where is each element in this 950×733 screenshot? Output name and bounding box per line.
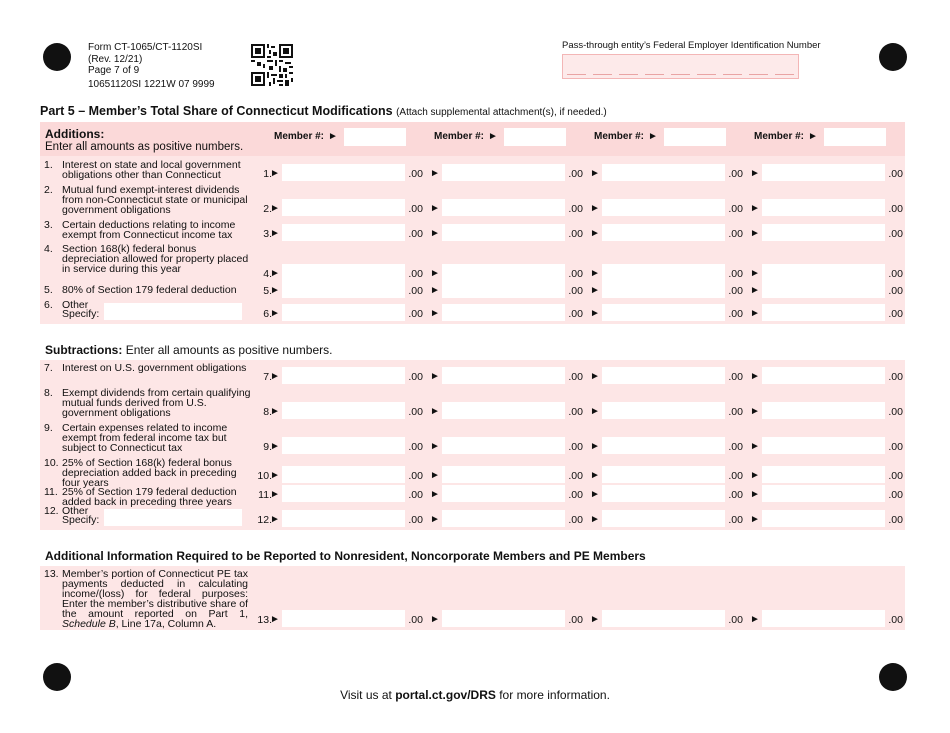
line-reference: 12. xyxy=(257,514,272,526)
line-description: 80% of Section 179 federal deduction xyxy=(62,284,237,296)
amount-input[interactable] xyxy=(762,466,885,483)
decimal-zero: .00 xyxy=(728,406,743,418)
arrow-icon: ► xyxy=(648,131,658,142)
member-number-label: Member #: xyxy=(274,131,325,142)
fein-input[interactable] xyxy=(562,54,799,79)
line-reference: 7. xyxy=(263,371,272,383)
amount-input[interactable] xyxy=(602,264,725,281)
registration-mark-top-left xyxy=(43,43,71,71)
line-number: 12. xyxy=(44,505,59,517)
decimal-zero: .00 xyxy=(888,614,903,626)
amount-input[interactable] xyxy=(442,199,565,216)
decimal-zero: .00 xyxy=(888,203,903,215)
amount-input[interactable] xyxy=(602,164,725,181)
decimal-zero: .00 xyxy=(408,371,423,383)
arrow-icon: ► xyxy=(430,371,440,382)
arrow-icon: ► xyxy=(750,406,760,417)
line-description: Interest on U.S. government obligations xyxy=(62,362,247,374)
arrow-icon: ► xyxy=(590,441,600,452)
decimal-zero: .00 xyxy=(728,268,743,280)
qr-code-icon xyxy=(251,44,293,86)
arrow-icon: ► xyxy=(808,131,818,142)
line-reference: 1. xyxy=(263,168,272,180)
specify-input[interactable] xyxy=(104,303,242,320)
decimal-zero: .00 xyxy=(408,308,423,320)
form-line xyxy=(40,283,905,299)
decimal-zero: .00 xyxy=(568,614,583,626)
arrow-icon: ► xyxy=(750,228,760,239)
decimal-zero: .00 xyxy=(568,203,583,215)
line-description: Certain expenses related to income exempt from federal income tax but subject to Connecticut tax xyxy=(62,422,228,454)
arrow-icon: ► xyxy=(270,168,280,179)
member-number-input[interactable] xyxy=(344,128,406,146)
line-reference: 5. xyxy=(263,285,272,297)
decimal-zero: .00 xyxy=(408,228,423,240)
form-name: Form CT-1065/CT-1120SI xyxy=(88,42,203,53)
part-title-text: Part 5 – Member’s Total Share of Connecticut Modifications xyxy=(40,104,393,118)
decimal-zero: .00 xyxy=(888,489,903,501)
line-description: Other xyxy=(62,505,89,517)
amount-input[interactable] xyxy=(602,281,725,298)
arrow-icon: ► xyxy=(270,441,280,452)
amount-input[interactable] xyxy=(442,437,565,454)
amount-input[interactable] xyxy=(282,610,405,627)
arrow-icon: ► xyxy=(270,489,280,500)
decimal-zero: .00 xyxy=(568,168,583,180)
line-description: Mutual fund exempt-interest dividends from non-Connecticut state or municipal government obligations xyxy=(62,184,248,216)
arrow-icon: ► xyxy=(750,168,760,179)
arrow-icon: ► xyxy=(750,203,760,214)
page-number: Page 7 of 9 xyxy=(88,65,140,76)
arrow-icon: ► xyxy=(750,489,760,500)
decimal-zero: .00 xyxy=(568,514,583,526)
amount-input[interactable] xyxy=(282,485,405,502)
form-line xyxy=(40,485,905,508)
arrow-icon: ► xyxy=(590,470,600,481)
amount-input[interactable] xyxy=(762,485,885,502)
arrow-icon: ► xyxy=(430,228,440,239)
decimal-zero: .00 xyxy=(888,285,903,297)
arrow-icon: ► xyxy=(328,131,338,142)
arrow-icon: ► xyxy=(750,614,760,625)
arrow-icon: ► xyxy=(590,371,600,382)
decimal-zero: .00 xyxy=(728,371,743,383)
line-number: 9. xyxy=(44,422,53,434)
form-line xyxy=(40,504,905,528)
decimal-zero: .00 xyxy=(568,371,583,383)
arrow-icon: ► xyxy=(750,285,760,296)
arrow-icon: ► xyxy=(750,514,760,525)
arrow-icon: ► xyxy=(590,406,600,417)
additions-subtitle: Enter all amounts as positive numbers. xyxy=(45,141,244,153)
line-number: 8. xyxy=(44,387,53,399)
line-number: 6. xyxy=(44,299,53,311)
amount-input[interactable] xyxy=(282,437,405,454)
form-line xyxy=(40,218,905,242)
amount-input[interactable] xyxy=(282,281,405,298)
decimal-zero: .00 xyxy=(568,308,583,320)
amount-input[interactable] xyxy=(282,164,405,181)
line-reference: 6. xyxy=(263,308,272,320)
decimal-zero: .00 xyxy=(888,514,903,526)
footer-suffix: for more information. xyxy=(495,688,610,702)
line-reference: 9. xyxy=(263,441,272,453)
decimal-zero: .00 xyxy=(728,228,743,240)
line-reference: 13. xyxy=(257,614,272,626)
amount-input[interactable] xyxy=(282,199,405,216)
amount-input[interactable] xyxy=(442,485,565,502)
arrow-icon: ► xyxy=(590,285,600,296)
arrow-icon: ► xyxy=(750,308,760,319)
arrow-icon: ► xyxy=(590,308,600,319)
arrow-icon: ► xyxy=(590,228,600,239)
form-line xyxy=(40,183,905,217)
amount-input[interactable] xyxy=(762,610,885,627)
amount-input[interactable] xyxy=(282,466,405,483)
amount-input[interactable] xyxy=(762,264,885,281)
amount-input[interactable] xyxy=(282,510,405,527)
line-reference: 2. xyxy=(263,203,272,215)
amount-input[interactable] xyxy=(442,466,565,483)
line-number: 3. xyxy=(44,219,53,231)
decimal-zero: .00 xyxy=(888,371,903,383)
arrow-icon: ► xyxy=(270,514,280,525)
decimal-zero: .00 xyxy=(568,470,583,482)
registration-mark-top-right xyxy=(879,43,907,71)
decimal-zero: .00 xyxy=(728,514,743,526)
arrow-icon: ► xyxy=(750,470,760,481)
arrow-icon: ► xyxy=(270,406,280,417)
arrow-icon: ► xyxy=(430,268,440,279)
registration-mark-bottom-left xyxy=(43,663,71,691)
additions-title: Additions: xyxy=(45,127,105,141)
line-reference: 3. xyxy=(263,228,272,240)
decimal-zero: .00 xyxy=(728,285,743,297)
part-title-note: (Attach supplemental attachment(s), if needed.) xyxy=(396,107,607,118)
member-number-input[interactable] xyxy=(504,128,566,146)
decimal-zero: .00 xyxy=(568,441,583,453)
form-line xyxy=(40,298,905,322)
line-description xyxy=(62,569,248,629)
arrow-icon: ► xyxy=(270,228,280,239)
subtractions-subtitle: Enter all amounts as positive numbers. xyxy=(125,343,333,357)
line-description: 25% of Section 168(k) federal bonus depreciation added back in preceding four years xyxy=(62,457,237,489)
arrow-icon: ► xyxy=(270,470,280,481)
decimal-zero: .00 xyxy=(568,406,583,418)
amount-input[interactable] xyxy=(282,367,405,384)
member-number-label: Member #: xyxy=(594,131,645,142)
amount-input[interactable] xyxy=(762,199,885,216)
line-number: 13. xyxy=(44,568,59,580)
arrow-icon: ► xyxy=(270,285,280,296)
amount-input[interactable] xyxy=(762,437,885,454)
decimal-zero: .00 xyxy=(728,489,743,501)
amount-input[interactable] xyxy=(442,610,565,627)
line-number: 1. xyxy=(44,159,53,171)
amount-input[interactable] xyxy=(602,367,725,384)
decimal-zero: .00 xyxy=(888,268,903,280)
arrow-icon: ► xyxy=(430,514,440,525)
decimal-zero: .00 xyxy=(888,228,903,240)
form-revision: (Rev. 12/21) xyxy=(88,53,143,65)
line-description: 25% of Section 179 federal deduction added back in preceding three years xyxy=(62,486,237,508)
arrow-icon: ► xyxy=(270,371,280,382)
amount-input[interactable] xyxy=(762,224,885,241)
fein-label: Pass-through entity’s Federal Employer Identification Number xyxy=(562,40,821,51)
specify-label: Specify: xyxy=(62,514,100,526)
line-reference: 10. xyxy=(257,470,272,482)
amount-input[interactable] xyxy=(442,510,565,527)
amount-input[interactable] xyxy=(442,367,565,384)
decimal-zero: .00 xyxy=(728,470,743,482)
decimal-zero: .00 xyxy=(408,470,423,482)
arrow-icon: ► xyxy=(270,308,280,319)
arrow-icon: ► xyxy=(270,203,280,214)
amount-input[interactable] xyxy=(442,264,565,281)
footer-link[interactable]: portal.ct.gov/DRS xyxy=(395,688,496,702)
decimal-zero: .00 xyxy=(408,168,423,180)
form-line xyxy=(40,567,905,630)
line-description-italic: Schedule B xyxy=(62,618,116,630)
arrow-icon: ► xyxy=(750,371,760,382)
line-reference: 4. xyxy=(263,268,272,280)
footer xyxy=(0,688,950,702)
decimal-zero: .00 xyxy=(888,441,903,453)
amount-input[interactable] xyxy=(282,224,405,241)
amount-input[interactable] xyxy=(282,264,405,281)
amount-input[interactable] xyxy=(442,224,565,241)
member-number-label: Member #: xyxy=(754,131,805,142)
amount-input[interactable] xyxy=(442,402,565,419)
amount-input[interactable] xyxy=(282,304,405,321)
arrow-icon: ► xyxy=(750,268,760,279)
amount-input[interactable] xyxy=(602,224,725,241)
amount-input[interactable] xyxy=(762,402,885,419)
line-number: 2. xyxy=(44,184,53,196)
arrow-icon: ► xyxy=(430,168,440,179)
amount-input[interactable] xyxy=(602,304,725,321)
arrow-icon: ► xyxy=(270,614,280,625)
decimal-zero: .00 xyxy=(568,285,583,297)
form-line xyxy=(40,456,905,489)
arrow-icon: ► xyxy=(430,203,440,214)
subtractions-title xyxy=(45,343,332,357)
decimal-zero: .00 xyxy=(888,406,903,418)
line-number: 5. xyxy=(44,284,53,296)
decimal-zero: .00 xyxy=(728,308,743,320)
decimal-zero: .00 xyxy=(888,308,903,320)
decimal-zero: .00 xyxy=(728,203,743,215)
member-number-label: Member #: xyxy=(434,131,485,142)
line-number: 10. xyxy=(44,457,59,469)
line-number: 4. xyxy=(44,243,53,255)
decimal-zero: .00 xyxy=(408,406,423,418)
decimal-zero: .00 xyxy=(408,614,423,626)
form-line xyxy=(40,421,905,455)
footer-prefix: Visit us at xyxy=(340,688,396,702)
specify-input[interactable] xyxy=(104,509,242,526)
line-description-end: , Line 17a, Column A. xyxy=(115,618,217,630)
form-line xyxy=(40,361,905,385)
line-description: Section 168(k) federal bonus depreciation allowed for property placed in service during this year xyxy=(62,243,249,275)
amount-input[interactable] xyxy=(602,466,725,483)
amount-input[interactable] xyxy=(762,510,885,527)
line-reference: 11. xyxy=(258,489,272,501)
line-description: Other xyxy=(62,299,89,311)
member-number-input[interactable] xyxy=(824,128,886,146)
arrow-icon: ► xyxy=(430,470,440,481)
arrow-icon: ► xyxy=(750,441,760,452)
amount-input[interactable] xyxy=(442,164,565,181)
additional-info-title: Additional Information Required to be Reported to Nonresident, Noncorporate Members and PE Members xyxy=(45,549,646,563)
decimal-zero: .00 xyxy=(728,614,743,626)
arrow-icon: ► xyxy=(590,168,600,179)
arrow-icon: ► xyxy=(590,268,600,279)
amount-input[interactable] xyxy=(442,281,565,298)
decimal-zero: .00 xyxy=(728,168,743,180)
amount-input[interactable] xyxy=(762,164,885,181)
decimal-zero: .00 xyxy=(568,228,583,240)
member-number-input[interactable] xyxy=(664,128,726,146)
arrow-icon: ► xyxy=(430,614,440,625)
line-description: Exempt dividends from certain qualifying mutual funds derived from U.S. government obligations xyxy=(62,387,251,419)
amount-input[interactable] xyxy=(762,367,885,384)
amount-input[interactable] xyxy=(602,437,725,454)
arrow-icon: ► xyxy=(590,489,600,500)
arrow-icon: ► xyxy=(430,406,440,417)
amount-input[interactable] xyxy=(762,304,885,321)
decimal-zero: .00 xyxy=(408,203,423,215)
form-line xyxy=(40,242,905,282)
form-line xyxy=(40,386,905,420)
arrow-icon: ► xyxy=(430,441,440,452)
arrow-icon: ► xyxy=(430,285,440,296)
amount-input[interactable] xyxy=(282,402,405,419)
arrow-icon: ► xyxy=(430,489,440,500)
arrow-icon: ► xyxy=(590,203,600,214)
decimal-zero: .00 xyxy=(568,268,583,280)
arrow-icon: ► xyxy=(270,268,280,279)
decimal-zero: .00 xyxy=(888,470,903,482)
line-number: 11. xyxy=(44,486,58,498)
arrow-icon: ► xyxy=(590,514,600,525)
amount-input[interactable] xyxy=(762,281,885,298)
subtractions-title-bold: Subtractions: xyxy=(45,343,123,357)
part-5-title xyxy=(40,104,607,118)
line-reference: 8. xyxy=(263,406,272,418)
line-number: 7. xyxy=(44,362,53,374)
amount-input[interactable] xyxy=(602,485,725,502)
arrow-icon: ► xyxy=(590,614,600,625)
line-description: Interest on state and local government obligations other than Connecticut xyxy=(62,159,241,181)
amount-input[interactable] xyxy=(442,304,565,321)
decimal-zero: .00 xyxy=(568,489,583,501)
barcode-text: 10651120SI 1221W 07 9999 xyxy=(88,78,215,90)
specify-label: Specify: xyxy=(62,308,100,320)
form-line xyxy=(40,158,905,182)
line-description-text: Member’s portion of Connecticut PE tax payments deducted in calculating income/(loss) for federal purposes: Enter the member’s distributive share of the amount reported on Part 1, xyxy=(62,568,248,620)
decimal-zero: .00 xyxy=(408,441,423,453)
amount-input[interactable] xyxy=(602,199,725,216)
amount-input[interactable] xyxy=(602,402,725,419)
form-header xyxy=(88,42,215,90)
decimal-zero: .00 xyxy=(408,514,423,526)
line-description: Certain deductions relating to income exempt from Connecticut income tax xyxy=(62,219,236,241)
decimal-zero: .00 xyxy=(408,268,423,280)
amount-input[interactable] xyxy=(602,510,725,527)
registration-mark-bottom-right xyxy=(879,663,907,691)
arrow-icon: ► xyxy=(430,308,440,319)
decimal-zero: .00 xyxy=(408,285,423,297)
decimal-zero: .00 xyxy=(888,168,903,180)
decimal-zero: .00 xyxy=(408,489,423,501)
decimal-zero: .00 xyxy=(728,441,743,453)
amount-input[interactable] xyxy=(602,610,725,627)
arrow-icon: ► xyxy=(488,131,498,142)
